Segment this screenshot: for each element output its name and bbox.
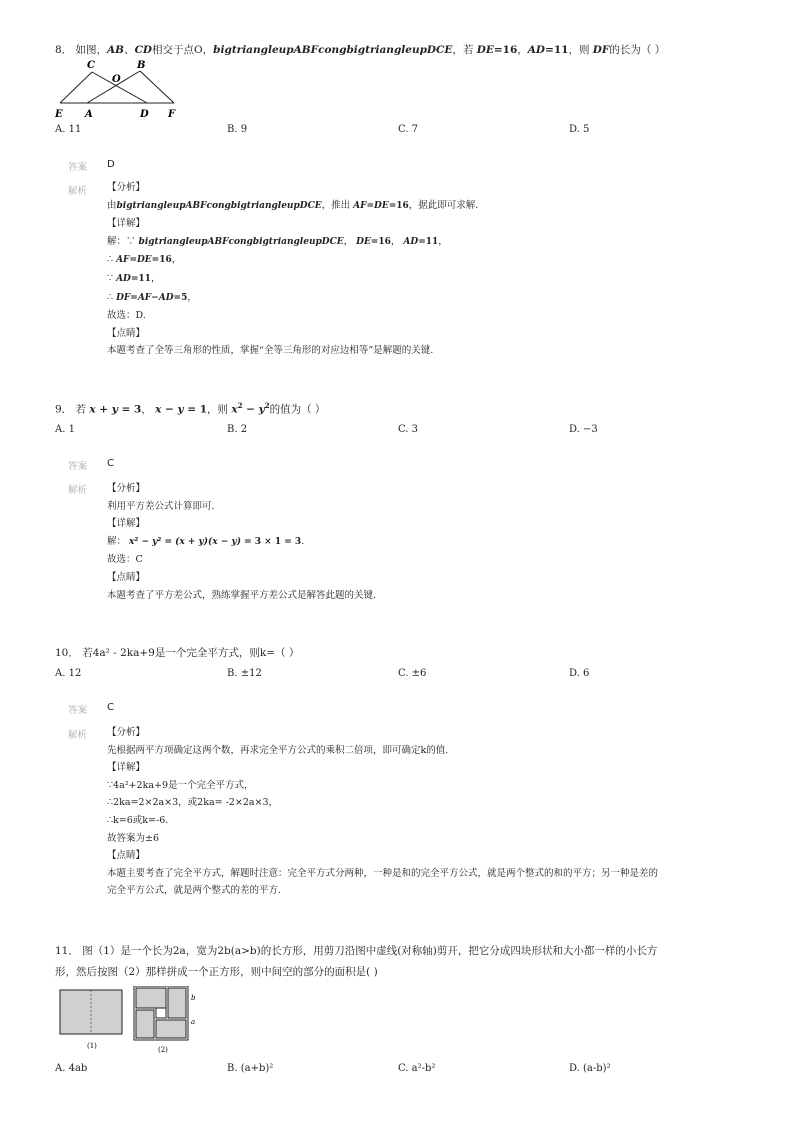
q10-answer-value: C bbox=[107, 702, 114, 713]
section-heading: 【详解】 bbox=[107, 518, 146, 530]
analysis-line: ∵ AD=11， bbox=[107, 272, 161, 284]
analysis-line: 本题考查了平方差公式，熟练掌握平方差公式是解答此题的关键. bbox=[107, 589, 377, 601]
point-label-d: D bbox=[140, 109, 149, 120]
q9-analysis bbox=[107, 480, 376, 604]
fig2-square bbox=[134, 986, 188, 1040]
q10-option-b[interactable]: B. ±12 bbox=[227, 668, 262, 679]
q9-stem: 9． 若 x + y = 3， x − y = 1，则 $x^2 - y^2$的值为（ ） bbox=[55, 401, 326, 416]
q11-option-b[interactable]: B. (a+b)² bbox=[227, 1063, 274, 1074]
q8-option-c[interactable]: C. 7 bbox=[398, 124, 419, 135]
analysis-line: ∴ DF=AF−AD=5， bbox=[107, 291, 197, 303]
analysis-line: 故选：D. bbox=[107, 310, 146, 322]
analysis-line: 故答案为±6 bbox=[107, 832, 160, 844]
analysis-line: 解：∵ bigtriangleupABFcongbigtriangleupDCE， DE=16， AD=11， bbox=[107, 235, 448, 247]
q9-option-c[interactable]: C. 3 bbox=[398, 424, 419, 435]
section-heading: 【分析】 bbox=[107, 483, 146, 494]
analysis-line: 先根据两平方项确定这两个数，再求完全平方公式的乘积二倍项，即可确定k的值. bbox=[107, 744, 449, 756]
point-label-f: F bbox=[168, 109, 176, 120]
q9-answer-label: 答案 bbox=[68, 461, 88, 472]
q10-analysis-label: 解析 bbox=[68, 730, 88, 741]
q10-option-c[interactable]: C. ±6 bbox=[398, 668, 427, 679]
q9-option-a[interactable]: A. 1 bbox=[55, 424, 75, 435]
analysis-line: 本题考查了全等三角形的性质，掌握“全等三角形的对应边相等”是解题的关键. bbox=[107, 345, 434, 357]
fig2-label-b: b bbox=[191, 994, 196, 1002]
q9-option-d[interactable]: D. −3 bbox=[569, 424, 598, 435]
section-heading: 【分析】 bbox=[107, 182, 146, 193]
point-label-b: B bbox=[137, 60, 146, 71]
q11-option-a[interactable]: A. 4ab bbox=[55, 1063, 88, 1074]
q8-stem: 8． 如图，AB、CD相交于点O，bigtriangleupABFcongbigtriangleupDCE，若 DE=16，AD=11，则 DF的长为（ ） bbox=[55, 44, 666, 56]
section-heading: 【分析】 bbox=[107, 727, 146, 738]
analysis-line: 本题主要考查了完全平方式，解题时注意：完全平方式分两种，一种是和的完全平方公式，就是两个整式的和的平方；另一种是差的 bbox=[107, 867, 659, 879]
q11-figures bbox=[58, 986, 208, 1056]
section-heading: 【详解】 bbox=[107, 218, 146, 230]
analysis-line: 由bigtriangleupABFcongbigtriangleupDCE，推出 AF=DE=16，据此即可求解. bbox=[107, 199, 479, 211]
q10-option-d[interactable]: D. 6 bbox=[569, 668, 590, 679]
q8-answer-value: D bbox=[107, 159, 115, 170]
section-heading: 【点睛】 bbox=[107, 327, 146, 339]
q10-analysis bbox=[107, 724, 658, 900]
analysis-line: ∴k=6或k=-6. bbox=[107, 814, 169, 826]
q11-option-c[interactable]: C. a²-b² bbox=[398, 1063, 436, 1074]
section-heading: 【详解】 bbox=[107, 762, 146, 774]
q8-option-a[interactable]: A. 11 bbox=[55, 124, 82, 135]
fig1-caption: (1) bbox=[87, 1042, 97, 1050]
fig2-label-a: a bbox=[191, 1018, 196, 1026]
q11-stem-line-2: 形，然后按图（2）那样拼成一个正方形，则中间空的部分的面积是( ) bbox=[55, 966, 378, 978]
q8-answer-label: 答案 bbox=[68, 162, 88, 173]
q9-option-b[interactable]: B. 2 bbox=[227, 424, 248, 435]
q9-answer-value: C bbox=[107, 458, 114, 469]
q10-stem: 10． 若4a² - 2ka+9是一个完全平方式，则k=（ ） bbox=[55, 647, 300, 659]
q11-stem-line-1: 11． 图（1）是一个长为2a，宽为2b(a>b)的长方形，用剪刀沿图中虚线(对称轴)剪开，把它分成四块形状和大小都一样的小长方 bbox=[55, 945, 658, 957]
q10-option-a[interactable]: A. 12 bbox=[55, 668, 82, 679]
q8-analysis-label: 解析 bbox=[68, 186, 88, 197]
section-heading: 【点睛】 bbox=[107, 850, 146, 862]
q8-option-b[interactable]: B. 9 bbox=[227, 124, 248, 135]
fig2-caption: (2) bbox=[158, 1046, 168, 1054]
analysis-line: 解： x² − y² = (x + y)(x − y) = 3 × 1 = 3. bbox=[107, 535, 305, 547]
q8-analysis bbox=[107, 179, 478, 360]
q11-option-d[interactable]: D. (a-b)² bbox=[569, 1063, 611, 1074]
point-label-e: E bbox=[55, 109, 63, 120]
q8-option-d[interactable]: D. 5 bbox=[569, 124, 590, 135]
section-heading: 【点睛】 bbox=[107, 571, 146, 583]
q8-triangle-figure bbox=[52, 58, 182, 120]
point-label-a: A bbox=[85, 109, 93, 120]
point-label-o: O bbox=[112, 74, 121, 85]
analysis-line: ∴ AF=DE=16， bbox=[107, 254, 182, 266]
analysis-line: 故选：C bbox=[107, 554, 143, 566]
q9-analysis-label: 解析 bbox=[68, 485, 88, 496]
analysis-line: 完全平方公式，就是两个整式的差的平方. bbox=[107, 885, 282, 897]
analysis-line: 利用平方差公式计算即可. bbox=[107, 500, 215, 512]
q10-answer-label: 答案 bbox=[68, 705, 88, 716]
analysis-line: ∵4a²+2ka+9是一个完全平方式， bbox=[107, 779, 254, 791]
analysis-line: ∴2ka=2×2a×3，或2ka= -2×2a×3， bbox=[107, 797, 279, 809]
point-label-c: C bbox=[87, 60, 95, 71]
